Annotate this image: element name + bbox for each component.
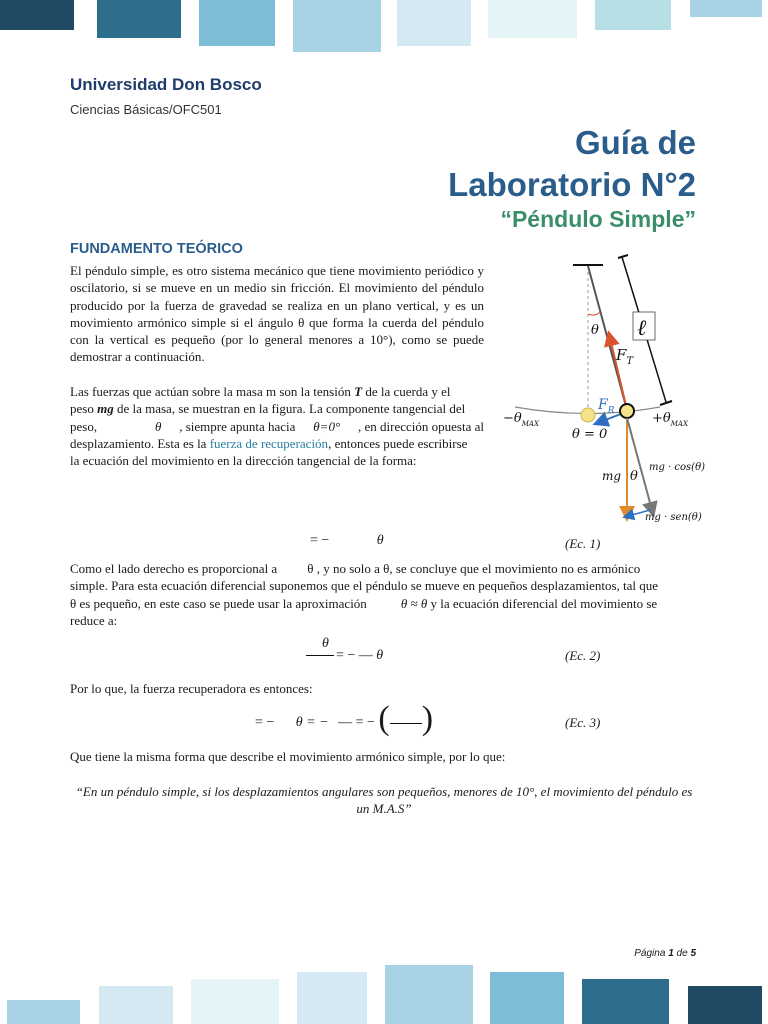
decorative-bar-top-5	[397, 0, 471, 46]
decorative-bar-top-1	[0, 0, 74, 30]
weight-label: mg	[602, 469, 622, 483]
department-code: Ciencias Básicas/OFC501	[70, 102, 222, 117]
decorative-bar-top-7	[595, 0, 671, 30]
plus-theta-max-label: $+\theta_{MAX}$	[652, 411, 688, 428]
theta-zero-label: θ = 0	[572, 427, 608, 442]
decorative-bar-top-8	[690, 0, 762, 17]
page-title-line2: Laboratorio N°2	[448, 166, 696, 203]
decorative-bar-bottom-1	[7, 1000, 80, 1024]
page-subtitle: “Péndulo Simple”	[500, 206, 696, 232]
length-label: ℓ	[637, 316, 647, 341]
equation-1-label: (Ec. 1)	[565, 536, 601, 551]
decorative-bar-bottom-4	[297, 972, 367, 1024]
equilibrium-position-mass	[581, 408, 595, 422]
mg-sen-label: mg · sen(θ)	[645, 512, 702, 523]
paragraph-approximation: Como el lado derecho es proporcional a θ , y no solo a θ, se concluye que el movimiento no es armónico simple. Para esta ecuación diferencial suponemos que el péndulo se mueve en pequeños desplazamientos, tal que θ es pequeño, en este caso se puede usar la aproximación θ ≈ θ y la ecuación diferencial del movimiento se reduce a:	[70, 561, 659, 628]
minus-theta-max-label: $-\theta_{MAX}$	[503, 411, 539, 428]
equation-3: = − θ = − — = − ( )	[255, 700, 434, 737]
university-name: Universidad Don Bosco	[70, 75, 262, 94]
decorative-bar-bottom-3	[191, 979, 279, 1024]
decorative-bar-bottom-7	[582, 979, 669, 1024]
decorative-bar-top-2	[97, 0, 181, 38]
decorative-bar-bottom-5	[385, 965, 473, 1024]
paragraph-forces: Las fuerzas que actúan sobre la masa m son la tensión T de la cuerda y el peso mg de la masa, se muestran en la figura. La componente tangencial del peso, θ , siempre apunta hacia θ=0° , en dirección opuesta al desplazamiento. Esta es la fuerza de recuperación, entonces puede escribirse la ecuación del movimiento en la dirección tangencial de la forma:	[70, 384, 484, 469]
pendulum-diagram	[500, 252, 720, 527]
decorative-bar-top-3	[199, 0, 275, 46]
conclusion-quote: “En un péndulo simple, si los desplazamientos angulares son pequeños, menores de 10°, el movimiento del péndulo es un M.A.S”	[75, 784, 693, 816]
equation-2-label: (Ec. 2)	[565, 648, 601, 663]
section-title: FUNDAMENTO TEÓRICO	[70, 241, 243, 257]
decorative-bar-top-4	[293, 0, 381, 52]
theta-angle-label: θ	[591, 323, 599, 338]
decorative-bar-bottom-8	[688, 986, 762, 1024]
mg-cos-label: mg · cos(θ)	[649, 462, 705, 473]
decorative-bar-bottom-6	[490, 972, 564, 1024]
page-title-line1: Guía de	[574, 124, 696, 161]
page-number: Página 1 de 5	[634, 948, 696, 959]
paragraph-mas: Que tiene la misma forma que describe el movimiento armónico simple, por lo que:	[70, 749, 506, 764]
paragraph-restoring-force: Por lo que, la fuerza recuperadora es entonces:	[70, 681, 313, 696]
paragraph-intro: El péndulo simple, es otro sistema mecánico que tiene movimiento periódico y oscilatorio, si se mueve en un medio sin fricción. El movimiento del péndulo producido por la fuerza de gravedad se realiza en un plano vertical, y es un movimiento armónico simple si el ángulo θ que forma la cuerda del péndulo con la vertical es pequeño (por lo general menores a 10°), como se puede demostrar a continuación.	[70, 263, 484, 365]
equation-3-label: (Ec. 3)	[565, 715, 601, 730]
recovery-force-link[interactable]: fuerza de recuperación	[209, 435, 329, 451]
pendulum-mass	[620, 404, 634, 418]
tension-label: $F_T$	[616, 346, 634, 367]
decorative-bar-bottom-2	[99, 986, 173, 1024]
equation-1: = − θ	[310, 533, 384, 548]
restoring-force-label: $F_R$	[598, 397, 615, 416]
decorative-bar-top-6	[488, 0, 577, 38]
small-theta-label: θ	[630, 469, 638, 484]
